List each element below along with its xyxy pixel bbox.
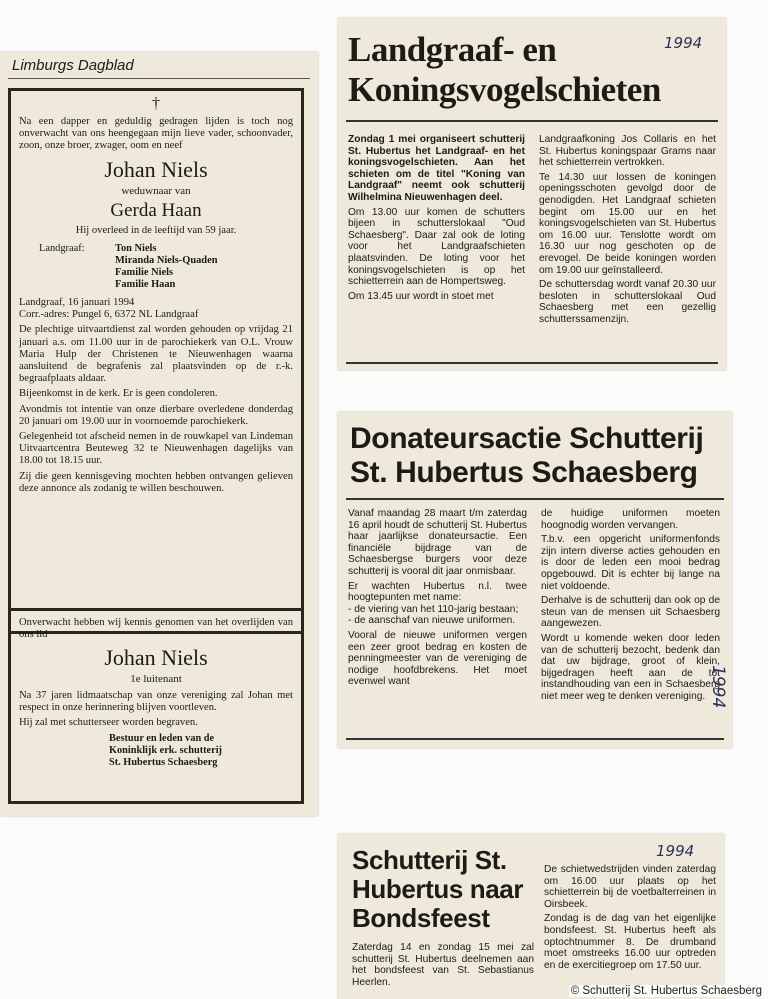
family-list: [39, 243, 293, 291]
handwritten-year: 1994: [656, 842, 695, 860]
signature-line: Koninklijk erk. schutterij: [109, 745, 222, 757]
correspondence-address: Corr.-adres: Pungel 6, 6372 NL Landgraaf: [19, 309, 199, 321]
article-paragraph: Zondag 1 mei organiseert schutterij St. Hubertus het Landgraaf- en het koningsvogelschieten. Aan het schieten om de titel "Koning van Landgraaf" neemt ook schutterij Wilhelmina Nieuwenhagen deel.: [348, 134, 525, 203]
bottom-rule: [346, 738, 724, 740]
article-list-item: - de aanschaf van nieuwe uniformen.: [348, 615, 516, 627]
article-paragraph: Landgraafkoning Jos Collaris en het St. Hubertus koningspaar Grams naar het schietterrein vertrokken.: [539, 134, 716, 169]
cross-icon: †: [152, 95, 160, 112]
masthead-rule: [8, 78, 310, 79]
member-name: Johan Niels: [104, 645, 208, 671]
widower-of: weduwnaar van: [121, 184, 191, 197]
title-rule: [346, 120, 718, 122]
article-column-2: [541, 508, 720, 706]
wife-name: Gerda Haan: [110, 199, 202, 221]
article-paragraph: De schietwedstrijden vinden zaterdag om 16.00 uur plaats op het schietterrein bij de voetbalterreinen in Oirsbeek.: [544, 864, 716, 910]
article-column-1: [348, 508, 527, 706]
copyright-notice: © Schutterij St. Hubertus Schaesberg: [570, 985, 762, 997]
article-columns: [348, 508, 720, 706]
article-paragraph: Er wachten Hubertus n.l. twee hoogtepunten met name:: [348, 580, 527, 604]
bottom-rule: [346, 362, 718, 364]
title-line: St. Hubertus Schaesberg: [350, 456, 698, 489]
notice-intro: Na een dapper en geduldig gedragen lijden is toch nog onverwacht van ons heengegaan mijn lieve vader, schoonvader, zoon, onze broer, zwager, oom en neef: [19, 116, 293, 152]
family-member: Familie Haan: [115, 279, 176, 291]
article-paragraph: T.b.v. een opgericht uniformenfonds zijn intern diverse acties gehouden en is door de leden een mooi bedrag opgebouwd. Dit is echter bij lange na niet voldoende.: [541, 534, 720, 592]
article-column-1: [348, 134, 525, 329]
family-member: Familie Niels: [115, 267, 174, 279]
koningsvogelschieten-article: [338, 18, 726, 370]
funeral-paragraph: De plechtige uitvaartdienst zal worden gehouden op vrijdag 21 januari a.s. om 11.00 uur in de parochiekerk van O.L. Vrouw Maria Hulp der Christenen te Nieuwenhagen waarna aansluitend de begrafenis zal plaatsvinden op de r.-k. begraafplaats aldaar.: [19, 324, 293, 385]
deceased-name: Johan Niels: [104, 156, 208, 182]
article-title: Landgraaf- en Koningsvogelschieten: [348, 30, 661, 109]
notice2-intro: Onverwacht hebben wij kennis genomen van het overlijden van ons lid: [19, 617, 293, 641]
family-place-label: Landgraaf:: [39, 243, 85, 255]
handwritten-year: 1994: [708, 665, 728, 709]
article-paragraph: Zaterdag 14 en zondag 15 mei zal schutterij St. Hubertus deelnemen aan het bondsfeest van St. Sebastianus Heerlen.: [352, 942, 534, 988]
family-member: Ton Niels: [115, 243, 157, 255]
membership-paragraph: Na 37 jaren lidmaatschap van onze vereniging zal Johan met respect in onze herinnering blijven voortleven.: [19, 689, 293, 713]
gathering-paragraph: Bijeenkomst in de kerk. Er is geen condoleren.: [19, 388, 218, 400]
notification-paragraph: Zij die geen kennisgeving mochten hebben ontvangen gelieven deze annonce als zodanig te willen beschouwen.: [19, 470, 293, 494]
article-paragraph: Vooral de nieuwe uniformen vergen een zeer groot bedrag en kosten de penningmeester van de vereniging de nodige hoofdbrekens. Het moet evenwel want: [348, 629, 527, 688]
member-rank: 1e luitenant: [130, 673, 182, 686]
title-rule: [346, 498, 724, 500]
article-paragraph: Vanaf maandag 28 maart t/m zaterdag 16 april houdt de schutterij St. Hubertus haar jaarlijkse donateursactie. Een financiële bijdrage van de Schaesbergse burgers voor deze schutterij is vooral dit jaar onmisbaar.: [348, 508, 527, 577]
evening-mass-paragraph: Avondmis tot intentie van onze dierbare overledene donderdag 20 januari om 19.00 uur in voornoemde parochiekerk.: [19, 403, 293, 427]
article-column-1: [352, 942, 534, 991]
newspaper-name: Limburgs Dagblad: [12, 57, 134, 74]
family-death-notice: [8, 88, 304, 634]
article-title: Schutterij St. Hubertus naar Bondsfeest: [352, 845, 524, 933]
burial-paragraph: Hij zal met schutterseer worden begraven.: [19, 717, 198, 729]
donateursactie-article: [338, 412, 732, 748]
death-notice-clipping: [0, 52, 318, 816]
article-paragraph: Zondag is de dag van het eigenlijke bondsfeest. St. Hubertus heeft als optochtnummer 8. De drumband moet omstreeks 16.00 uur optreden en de exercitiegroep om 17.50 uur.: [544, 913, 716, 971]
article-paragraph: De schuttersdag wordt vanaf 20.30 uur besloten in schutterslokaal Oud Schaesberg met een gezellig schutterssamenzijn.: [539, 279, 716, 325]
family-member: Miranda Niels-Quaden: [115, 255, 218, 267]
article-paragraph: Wordt u komende weken door leden van de schutterij bezocht, bedenk dan dat uw bijdrage, groot of klein, bijgedragen heeft aan de tot instandhouding van een in Schaesberg niet meer weg te denken vereniging.: [541, 632, 720, 702]
handwritten-year: 1994: [664, 34, 703, 52]
article-paragraph: de huidige uniformen moeten hoognodig worden vervangen.: [541, 508, 720, 531]
signature-line: St. Hubertus Schaesberg: [109, 757, 218, 769]
article-paragraph: Om 13.45 uur wordt in stoet met: [348, 290, 494, 302]
farewell-paragraph: Gelegenheid tot afscheid nemen in de rouwkapel van Lindeman Uitvaartcentra Beuteweg 32 te Nieuwenhagen dagelijks van 18.00 tot 18.15 uur.: [19, 431, 293, 467]
signature-block: [109, 733, 293, 769]
article-paragraph: Te 14.30 uur lossen de koningen openingsschoten gevolgd door de genodigden. Het Landgraaf schieten begint om 15.00 uur en het koningsvogelschieten van St. Hubertus om 16.00 uur. Tenslotte wordt om 16.30 uur nog geschoten op de erevogel. De beide koningen worden om 19.00 uur geïnstalleerd.: [539, 171, 716, 276]
article-paragraph: Derhalve is de schutterij dan ook op de steun van de mensen uit Schaesberg aangewezen.: [541, 595, 720, 630]
age-line: Hij overleed in de leeftijd van 59 jaar.: [75, 224, 237, 236]
schutterij-death-notice: [8, 608, 304, 804]
article-paragraph: Om 13.00 uur komen de schutters bijeen in schutterslokaal "Oud Schaesberg". Daar zal ook de loting voor het Landgraafschieten plaatsvinden. De loting voor het koningsvogelschieten is op het schietterrein aan de Hompertsweg.: [348, 206, 525, 288]
article-title: [350, 422, 703, 490]
signature-line: Bestuur en leden van de: [109, 733, 215, 745]
article-column-2: [539, 134, 716, 329]
article-column-2: [544, 864, 716, 974]
article-list-item: - de viering van het 110-jarig bestaan;: [348, 603, 519, 615]
notice-date: Landgraaf, 16 januari 1994: [19, 297, 135, 309]
title-line: Donateursactie Schutterij: [350, 422, 704, 455]
article-columns: [348, 134, 716, 329]
